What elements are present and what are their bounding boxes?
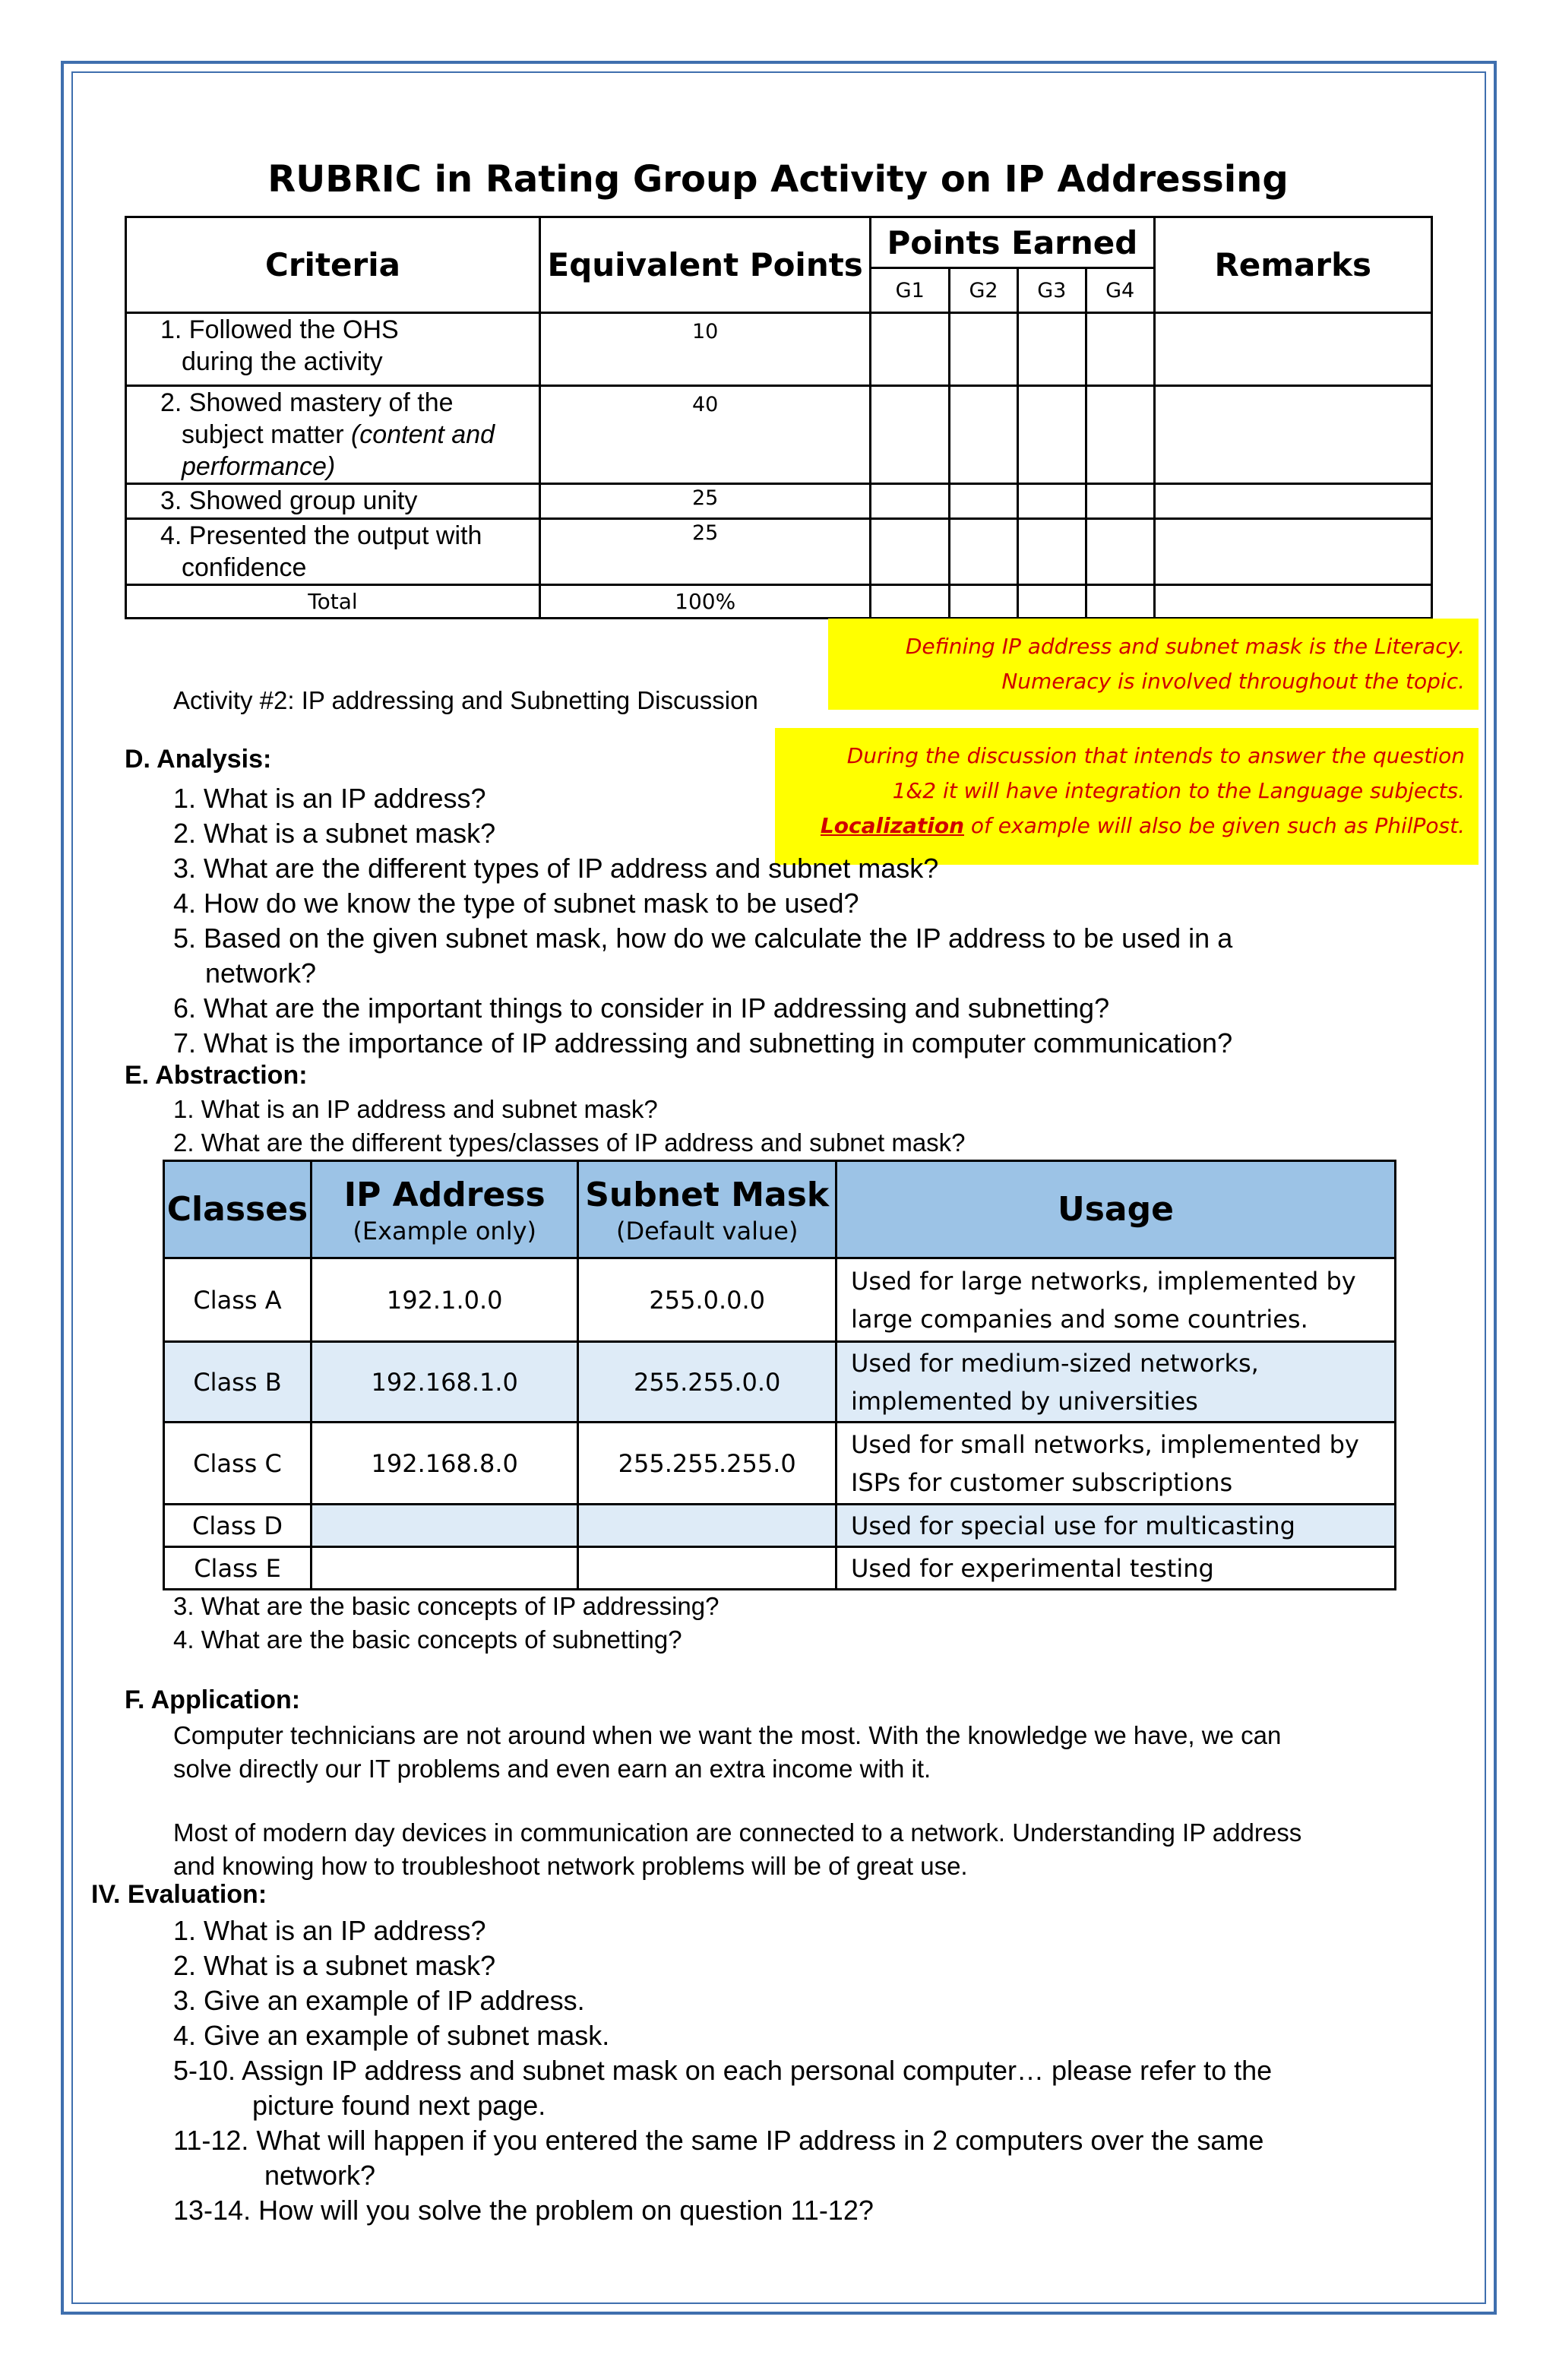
points-cell: 25 [540, 519, 871, 585]
class-ip [311, 1505, 577, 1547]
remarks-cell [1154, 313, 1431, 386]
class-usage [836, 1423, 1395, 1505]
usage-line: Used for medium-sized networks, [850, 1348, 1259, 1378]
criteria-line [160, 419, 539, 451]
criteria-line: confidence [182, 553, 307, 582]
remarks-cell [1154, 519, 1431, 585]
literacy-note [828, 619, 1479, 710]
class-ip: 192.168.8.0 [311, 1423, 577, 1505]
class-mask [578, 1505, 837, 1547]
rubric-table [125, 216, 1433, 619]
group-header-g3: G3 [1017, 268, 1086, 313]
group-header-g1: G1 [871, 268, 950, 313]
application-heading: F. Application: [125, 1685, 301, 1714]
score-cell-g4 [1086, 519, 1154, 585]
criteria-cell [126, 386, 540, 484]
class-mask: 255.255.255.0 [578, 1423, 837, 1505]
usage-line: Used for large networks, implemented by [850, 1266, 1356, 1296]
total-label: Total [126, 585, 540, 619]
application-line: and knowing how to troubleshoot network problems will be of great use. [173, 1852, 968, 1880]
score-cell-g2 [950, 484, 1018, 519]
criteria-text: subject matter [182, 420, 351, 449]
score-cell-g1 [871, 386, 950, 484]
class-usage: Used for special use for multicasting [836, 1505, 1395, 1547]
total-remarks-cell [1154, 585, 1431, 619]
abstraction-questions-top [173, 1093, 966, 1160]
application-text [173, 1719, 1465, 1883]
ip-address-header-sub: (Example only) [353, 1216, 537, 1245]
criteria-italic-line: performance) [182, 452, 336, 481]
score-cell-g3 [1017, 386, 1086, 484]
criteria-line: 1. Followed the OHS [160, 315, 399, 344]
score-cell-g4 [1086, 386, 1154, 484]
score-cell-g1 [871, 484, 950, 519]
score-cell-g3 [1017, 519, 1086, 585]
note-text: of example will also be given such as PhilPost. [964, 813, 1465, 838]
application-line: Most of modern day devices in communication are connected to a network. Understanding IP address [173, 1818, 1302, 1847]
points-earned-header: Points Earned [871, 217, 1154, 268]
abstraction-question: 3. What are the basic concepts of IP addressing? [173, 1592, 719, 1620]
usage-line: ISPs for customer subscriptions [850, 1467, 1233, 1497]
score-cell-g3 [1017, 484, 1086, 519]
activity-label: Activity #2: IP addressing and Subnetting Discussion [173, 686, 758, 714]
analysis-question: 5. Based on the given subnet mask, how do we calculate the IP address to be used in a [173, 923, 1233, 954]
analysis-question: 1. What is an IP address? [173, 783, 486, 814]
analysis-heading: D. Analysis: [125, 745, 272, 774]
analysis-question-cont: network? [205, 957, 317, 989]
class-name: Class E [164, 1547, 312, 1590]
total-cell-g2 [950, 585, 1018, 619]
abstraction-questions-bottom [173, 1590, 719, 1657]
note-line: Numeracy is involved throughout the topic. [1001, 669, 1465, 694]
paragraph-gap [173, 1786, 1465, 1816]
abstraction-question: 4. What are the basic concepts of subnetting? [173, 1625, 682, 1654]
rubric-row [126, 484, 1432, 519]
class-row [164, 1258, 1396, 1342]
abstraction-heading: E. Abstraction: [125, 1061, 308, 1090]
evaluation-question: 2. What is a subnet mask? [173, 1950, 496, 1981]
note-line: During the discussion that intends to answer the question [846, 743, 1465, 768]
analysis-question: 3. What are the different types of IP address and subnet mask? [173, 853, 939, 884]
classes-header-row [164, 1161, 1396, 1258]
rubric-header-row [126, 217, 1432, 268]
score-cell-g2 [950, 386, 1018, 484]
score-cell-g2 [950, 313, 1018, 386]
class-usage [836, 1342, 1395, 1423]
class-row [164, 1423, 1396, 1505]
class-name: Class C [164, 1423, 312, 1505]
score-cell-g3 [1017, 313, 1086, 386]
evaluation-question-cont: picture found next page. [252, 2090, 546, 2121]
evaluation-question: 1. What is an IP address? [173, 1915, 486, 1946]
class-mask: 255.0.0.0 [578, 1258, 837, 1342]
equivalent-points-header: Equivalent Points [540, 217, 871, 313]
application-line: solve directly our IT problems and even earn an extra income with it. [173, 1755, 931, 1783]
localization-keyword: Localization [820, 813, 965, 838]
class-name: Class A [164, 1258, 312, 1342]
points-cell: 10 [540, 313, 871, 386]
subnet-mask-header-title: Subnet Mask [585, 1175, 830, 1214]
class-ip: 192.168.1.0 [311, 1342, 577, 1423]
application-line: Computer technicians are not around when we want the most. With the knowledge we have, we can [173, 1721, 1282, 1749]
abstraction-question: 2. What are the different types/classes of IP address and subnet mask? [173, 1128, 966, 1157]
criteria-header: Criteria [126, 217, 540, 313]
evaluation-question: 5-10. Assign IP address and subnet mask on each personal computer… please refer to the [173, 2055, 1273, 2086]
criteria-line: during the activity [182, 347, 383, 376]
ip-address-header [311, 1161, 577, 1258]
evaluation-question-cont: network? [264, 2160, 376, 2191]
subnet-mask-header-sub: (Default value) [615, 1216, 799, 1245]
class-usage: Used for experimental testing [836, 1547, 1395, 1590]
criteria-cell [126, 313, 540, 386]
evaluation-question: 3. Give an example of IP address. [173, 1985, 585, 2016]
class-name: Class D [164, 1505, 312, 1547]
usage-line: implemented by universities [850, 1386, 1198, 1416]
criteria-line: 4. Presented the output with [160, 521, 482, 550]
group-header-g4: G4 [1086, 268, 1154, 313]
score-cell-g1 [871, 313, 950, 386]
ip-address-header-title: IP Address [343, 1175, 546, 1214]
class-row [164, 1342, 1396, 1423]
total-value: 100% [540, 585, 871, 619]
score-cell-g1 [871, 519, 950, 585]
usage-line: large companies and some countries. [850, 1304, 1308, 1334]
class-ip [311, 1547, 577, 1590]
analysis-question: 4. How do we know the type of subnet mask to be used? [173, 888, 859, 919]
class-mask: 255.255.0.0 [578, 1342, 837, 1423]
criteria-line: 3. Showed group unity [160, 486, 418, 515]
remarks-cell [1154, 484, 1431, 519]
class-usage [836, 1258, 1395, 1342]
note-line: Defining IP address and subnet mask is the Literacy. [905, 634, 1465, 659]
page-title: RUBRIC in Rating Group Activity on IP Addressing [267, 158, 1289, 201]
analysis-questions [173, 781, 1465, 1061]
total-cell-g4 [1086, 585, 1154, 619]
total-cell-g1 [871, 585, 950, 619]
class-row [164, 1547, 1396, 1590]
rubric-row [126, 519, 1432, 585]
evaluation-questions [173, 1913, 1465, 2228]
rubric-row [126, 386, 1432, 484]
abstraction-question: 1. What is an IP address and subnet mask? [173, 1095, 658, 1123]
criteria-cell [126, 519, 540, 585]
evaluation-heading: IV. Evaluation: [91, 1880, 267, 1909]
evaluation-question: 13-14. How will you solve the problem on question 11-12? [173, 2195, 874, 2226]
points-cell: 25 [540, 484, 871, 519]
class-mask [578, 1547, 837, 1590]
evaluation-question: 11-12. What will happen if you entered the same IP address in 2 computers over the same [173, 2125, 1264, 2156]
usage-line: Used for small networks, implemented by [850, 1429, 1359, 1459]
criteria-cell [126, 484, 540, 519]
rubric-total-row [126, 585, 1432, 619]
class-ip: 192.1.0.0 [311, 1258, 577, 1342]
score-cell-g4 [1086, 313, 1154, 386]
remarks-header: Remarks [1154, 217, 1431, 313]
ip-classes-table [163, 1160, 1396, 1590]
analysis-question: 6. What are the important things to consider in IP addressing and subnetting? [173, 992, 1110, 1024]
score-cell-g2 [950, 519, 1018, 585]
class-name: Class B [164, 1342, 312, 1423]
evaluation-question: 4. Give an example of subnet mask. [173, 2020, 610, 2051]
points-cell: 40 [540, 386, 871, 484]
analysis-question: 2. What is a subnet mask? [173, 818, 496, 849]
classes-header: Classes [164, 1161, 312, 1258]
usage-header: Usage [836, 1161, 1395, 1258]
subnet-mask-header [578, 1161, 837, 1258]
analysis-question: 7. What is the importance of IP addressing and subnetting in computer communication? [173, 1027, 1233, 1059]
class-row [164, 1505, 1396, 1547]
group-header-g2: G2 [950, 268, 1018, 313]
remarks-cell [1154, 386, 1431, 484]
score-cell-g4 [1086, 484, 1154, 519]
rubric-row [126, 313, 1432, 386]
note-line: 1&2 it will have integration to the Language subjects. [892, 778, 1465, 803]
total-cell-g3 [1017, 585, 1086, 619]
criteria-line: 2. Showed mastery of the [160, 388, 454, 417]
criteria-italic-text: (content and [350, 420, 495, 449]
